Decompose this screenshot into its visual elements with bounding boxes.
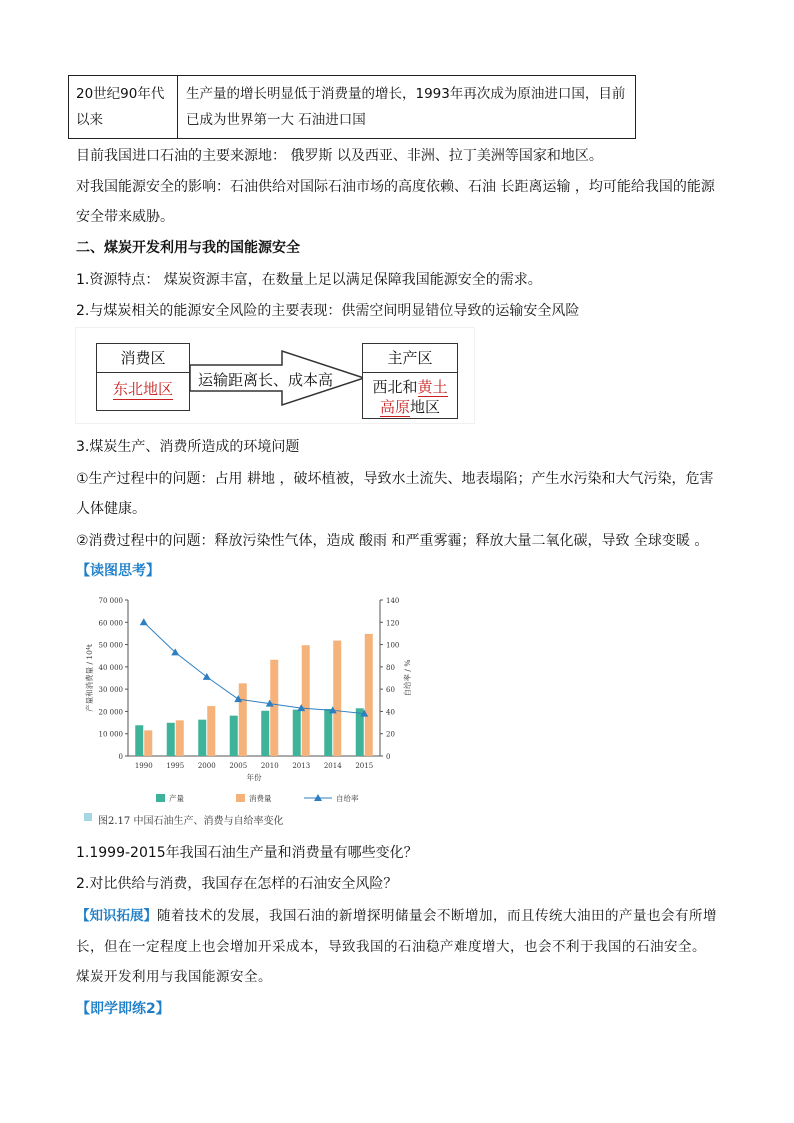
arrow-label: 运输距离长、成本高	[198, 371, 334, 389]
legend-swatch-production	[156, 794, 165, 802]
self-sufficiency-point	[203, 673, 211, 680]
production-head: 主产区	[363, 344, 457, 373]
production-problems-1: ①生产过程中的问题：占用 耕地 ，破坏植被，导致水土流失、地表塌陷；产生水污染和大气污染，危害	[76, 471, 714, 487]
y-tick-label-left: 20 000	[98, 708, 123, 717]
production-region-red2: 高原	[379, 398, 410, 416]
bar-production	[230, 716, 238, 756]
bar-consumption	[365, 634, 373, 756]
impact-line-2: 安全带来威胁。	[76, 209, 174, 225]
legend-label-self-sufficiency: 自给率	[336, 794, 359, 803]
x-tick-label: 2015	[355, 762, 374, 770]
practice-tag: 【即学即练2】	[76, 1001, 170, 1017]
resource-feature: 1.资源特点： 煤炭资源丰富，在数量上足以满足保障我国能源安全的需求。	[76, 272, 542, 288]
y-tick-label-right: 120	[386, 619, 400, 628]
env-problems-title: 3.煤炭生产、消费所造成的环境问题	[76, 439, 300, 455]
impact-line-1: 对我国能源安全的影响：石油供给对国际石油市场的高度依赖、石油 长距离运输 ，均可能给我国的能源	[76, 179, 715, 195]
y-tick-label-left: 60 000	[98, 619, 123, 628]
y-tick-label-right: 20	[386, 730, 395, 739]
figure-caption: 图2.17 中国石油生产、消费与自给率变化	[98, 816, 284, 827]
bar-consumption	[302, 645, 310, 756]
y-axis-label-left: 产量和消费量 / 10⁴t	[85, 644, 94, 712]
y-tick-label-left: 10 000	[98, 730, 123, 739]
bar-consumption	[333, 641, 341, 756]
production-problems-2: 人体健康。	[76, 501, 146, 517]
bar-production	[135, 725, 143, 756]
bar-consumption	[207, 706, 215, 756]
x-tick-label: 1990	[134, 762, 153, 770]
read-think-tag: 【读图思考】	[76, 563, 160, 579]
legend-swatch-consumption	[236, 794, 245, 802]
x-axis-label: 年份	[246, 773, 262, 782]
self-sufficiency-point	[140, 618, 148, 625]
x-tick-label: 2013	[292, 762, 311, 770]
consumption-region: 东北地区	[112, 380, 173, 398]
bar-consumption	[270, 660, 278, 756]
extension-tag: 【知识拓展】	[76, 908, 157, 924]
question-2: 2.对比供给与消费，我国存在怎样的石油安全风险？	[76, 876, 398, 892]
bar-production	[198, 720, 206, 756]
import-sources: 目前我国进口石油的主要来源地： 俄罗斯 以及西亚、非洲、拉丁美洲等国家和地区。	[76, 148, 603, 164]
caption-marker	[84, 813, 92, 821]
x-tick-label: 2000	[197, 762, 216, 770]
self-sufficiency-line	[144, 622, 365, 713]
y-tick-label-left: 70 000	[98, 597, 123, 605]
consumption-box	[96, 343, 190, 411]
y-tick-label-right: 80	[386, 663, 395, 672]
production-box	[362, 343, 458, 419]
y-tick-label-right: 140	[386, 597, 400, 605]
period-table	[68, 75, 636, 139]
legend-label-consumption: 消费量	[249, 794, 272, 803]
section-2-title: 二、煤炭开发利用与我的国能源安全	[76, 240, 300, 256]
extension-line-3: 煤炭开发利用与我国能源安全。	[76, 969, 272, 985]
y-tick-label-left: 50 000	[98, 641, 123, 650]
consumption-problems: ②消费过程中的问题：释放污染性气体，造成 酸雨 和严重雾霾；释放大量二氧化碳，导致 全球变暖 。	[76, 533, 709, 549]
y-axis-label-right: 自给率 / %	[403, 659, 412, 697]
y-tick-label-right: 40	[386, 708, 395, 717]
transport-risk: 2.与煤炭相关的能源安全风险的主要表现：供需空间明显错位导致的运输安全风险	[76, 303, 580, 319]
knowledge-extension	[76, 902, 726, 930]
x-tick-label: 2010	[260, 762, 279, 770]
y-tick-label-left: 0	[118, 753, 123, 761]
period-cell: 20世纪90年代以来	[69, 76, 178, 138]
y-tick-label-right: 0	[386, 753, 391, 761]
y-tick-label-right: 60	[386, 686, 395, 695]
bar-production	[293, 710, 301, 756]
bar-production	[261, 711, 269, 756]
x-tick-label: 1995	[166, 762, 185, 770]
bar-production	[167, 723, 175, 756]
bar-consumption	[176, 720, 184, 756]
y-tick-label-left: 30 000	[98, 686, 123, 695]
extension-line-2: 长，但在一定程度上也会增加开采成本，导致我国的石油稳产难度增大，也会不利于我国的石油安全。	[76, 939, 706, 955]
production-region-part1: 西北和	[372, 378, 418, 396]
oil-chart	[76, 588, 416, 833]
question-1: 1.1999-2015年我国石油生产量和消费量有哪些变化？	[76, 845, 418, 861]
production-region-red1: 黄土	[417, 378, 448, 396]
x-tick-label: 2005	[229, 762, 248, 770]
extension-line-1: 随着技术的发展，我国石油的新增探明储量会不断增加，而且传统大油田的产量也会有所增	[157, 908, 717, 924]
oil-chart-svg	[76, 588, 416, 810]
y-tick-label-right: 100	[386, 641, 400, 650]
legend-label-production: 产量	[169, 794, 184, 803]
bar-consumption	[239, 683, 247, 756]
production-region-part2: 地区	[410, 398, 441, 416]
description-cell: 生产量的增长明显低于消费量的增长，1993年再次成为原油进口国，目前已成为世界第一大 石油进口国	[186, 86, 626, 128]
bar-consumption	[144, 730, 152, 756]
consumption-head: 消费区	[97, 344, 189, 373]
bar-production	[324, 709, 332, 756]
x-tick-label: 2014	[323, 762, 342, 770]
y-tick-label-left: 40 000	[98, 663, 123, 672]
